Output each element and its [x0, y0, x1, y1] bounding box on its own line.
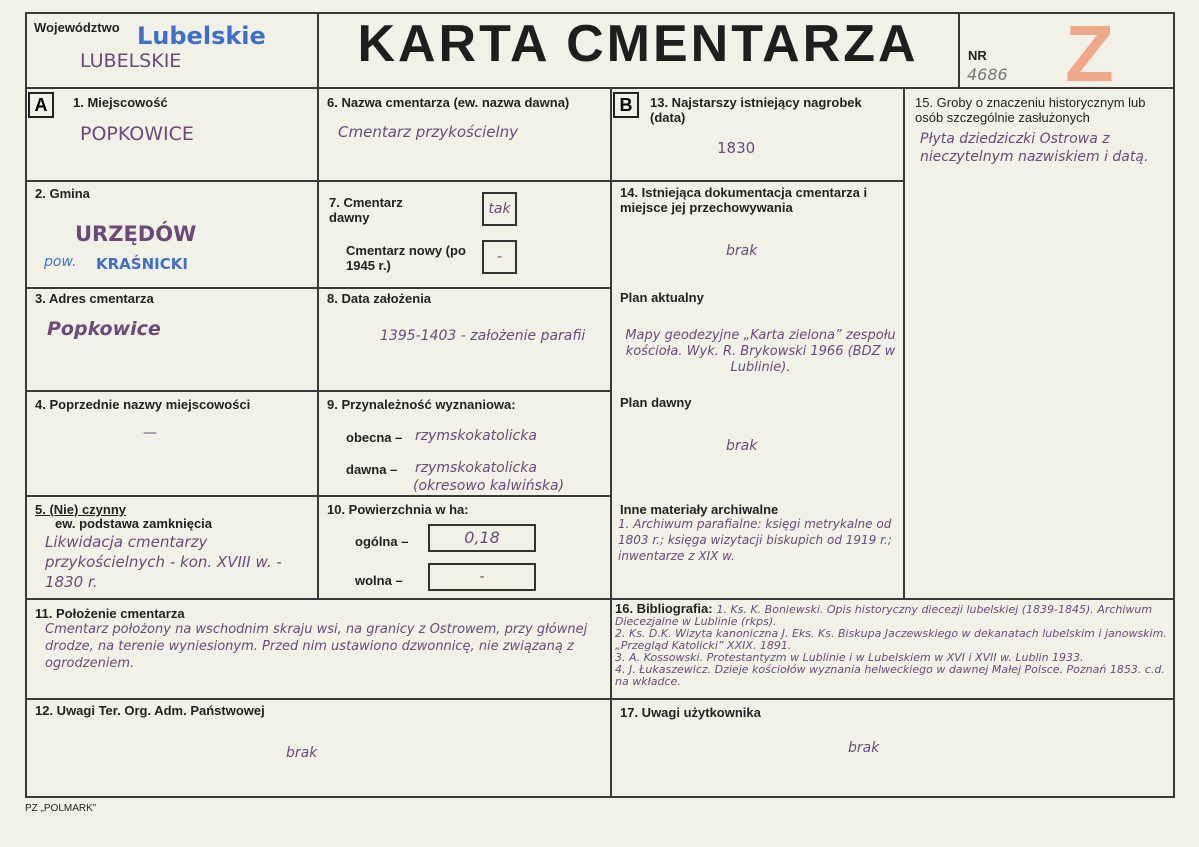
f16-item: 2. Ks. D.K. Wizyta kanoniczna J. Eks. Ks. Biskupa Jaczewskiego w dekanatach lubelskim i janowskim. „Przegląd Katolicki” XXIX. 1891. — [615, 627, 1167, 652]
f7-old-value: tak — [482, 192, 517, 226]
section-a-badge: A — [28, 92, 54, 118]
bibliography-block — [615, 603, 1171, 688]
voivodeship-value: LUBELSKIE — [80, 50, 182, 72]
f14-plan-old-value: brak — [726, 438, 758, 454]
f11-value: Cmentarz położony na wschodnim skraju wsi, na granicy z Ostrowem, przy głównej drodze, na terenie wyniesionym. Przed nim ustawiono dzwonnicę, nie związaną z ogrodzeniem. — [45, 622, 588, 671]
f4-value: — — [143, 425, 157, 441]
f13-value: 1830 — [717, 139, 756, 157]
f8-label: 8. Data założenia — [327, 291, 432, 306]
f1-label: 1. Miejscowość — [73, 95, 168, 110]
f9-former-value: rzymskokatolicka — [415, 460, 537, 476]
f2-label: 2. Gmina — [35, 186, 90, 201]
f16-item: 4. J. Łukaszewicz. Dzieje kościołów wyznania helweckiego w dawnej Małej Polsce. Poznań 1853. c.d. na wkładce. — [615, 663, 1165, 688]
f8-value: 1395-1403 - założenie parafii — [380, 328, 586, 344]
f14-plan-current-label: Plan aktualny — [620, 290, 704, 305]
f9-former-note: (okresowo kalwińska) — [413, 478, 565, 494]
f3-value: Popkowice — [47, 318, 161, 340]
f10-free-value: - — [428, 563, 536, 591]
f2-county-value: KRAŚNICKI — [96, 255, 188, 273]
section-b-badge: B — [613, 92, 639, 118]
f13-label: 13. Najstarszy istniejący nagrobek (data) — [650, 95, 862, 125]
category-mark: Z — [1065, 9, 1114, 98]
f14-other-value: 1. Archiwum parafialne: księgi metrykalne od 1803 r.; księga wizytacji biskupich od 1919 r.; inwentarze z XIX w. — [618, 517, 892, 563]
f9-label: 9. Przynależność wyznaniowa: — [327, 397, 516, 412]
f10-free-label: wolna – — [355, 573, 403, 588]
f9-former-label: dawna – — [346, 462, 398, 477]
f17-label: 17. Uwagi użytkownika — [620, 705, 761, 720]
f16-item: 3. A. Kossowski. Protestantyzm w Lublinie i w Lubelskiem w XVI i XVII w. Lublin 1933. — [615, 651, 1084, 664]
f5-label: 5. (Nie) czynny — [35, 502, 127, 517]
nr-value: 4686 — [967, 65, 1008, 84]
f15-label: 15. Groby o znaczeniu historycznym lub osób szczególnie zasłużonych — [915, 95, 1146, 125]
f10-label: 10. Powierzchnia w ha: — [327, 502, 469, 517]
f9-current-value: rzymskokatolicka — [415, 428, 537, 444]
f7-old-label: 7. Cmentarz dawny — [329, 195, 403, 225]
f12-label: 12. Uwagi Ter. Org. Adm. Państwowej — [35, 703, 265, 718]
f7-new-value: - — [482, 240, 517, 274]
f10-total-label: ogólna – — [355, 534, 409, 549]
f16-item: 1. Ks. K. Boniewski. Opis historyczny diecezji lubelskiej (1839-1845). Archiwum Diecezjalne w Lublinie (rkps). — [615, 603, 1153, 628]
f9-current-label: obecna – — [346, 430, 403, 445]
f5-sublabel: ew. podstawa zamknięcia — [55, 516, 213, 531]
f14-label: 14. Istniejąca dokumentacja cmentarza i miejsce jej przechowywania — [620, 185, 868, 215]
page-title: KARTA CMENTARZA — [357, 15, 919, 73]
nr-label: NR — [968, 48, 987, 63]
f14-value: brak — [726, 243, 758, 259]
f17-value: brak — [848, 740, 880, 756]
f2-value: URZĘDÓW — [75, 222, 197, 246]
voivodeship-stamp: Lubelskie — [137, 22, 266, 50]
f1-value: POPKOWICE — [80, 123, 194, 145]
f2-county-label: pow. — [44, 254, 77, 270]
voivodeship-label: Województwo — [34, 20, 120, 35]
f15-value: Płyta dziedziczki Ostrowa z nieczytelnym nazwiskiem i datą. — [920, 131, 1149, 165]
f6-value: Cmentarz przykościelny — [338, 123, 519, 141]
f14-plan-current-value: Mapy geodezyjne „Karta zielona” zespołu kościoła. Wyk. R. Brykowski 1966 (BDZ w Lublinie). — [625, 328, 896, 375]
f7-new-label: Cmentarz nowy (po 1945 r.) — [346, 243, 466, 273]
f14-plan-old-label: Plan dawny — [620, 395, 692, 410]
f16-label: 16. Bibliografia: — [615, 601, 713, 616]
f6-label: 6. Nazwa cmentarza (ew. nazwa dawna) — [327, 95, 570, 110]
f12-value: brak — [286, 745, 318, 761]
f14-other-label: Inne materiały archiwalne — [620, 502, 779, 517]
f10-total-value: 0,18 — [428, 524, 536, 552]
f11-label: 11. Położenie cmentarza — [35, 606, 185, 621]
f3-label: 3. Adres cmentarza — [35, 291, 154, 306]
f5-value: Likwidacja cmentarzy przykościelnych - kon. XVIII w. - 1830 r. — [45, 533, 282, 591]
printer-footer: PZ „POLMARK” — [25, 803, 97, 814]
f4-label: 4. Poprzednie nazwy miejscowości — [35, 397, 251, 412]
